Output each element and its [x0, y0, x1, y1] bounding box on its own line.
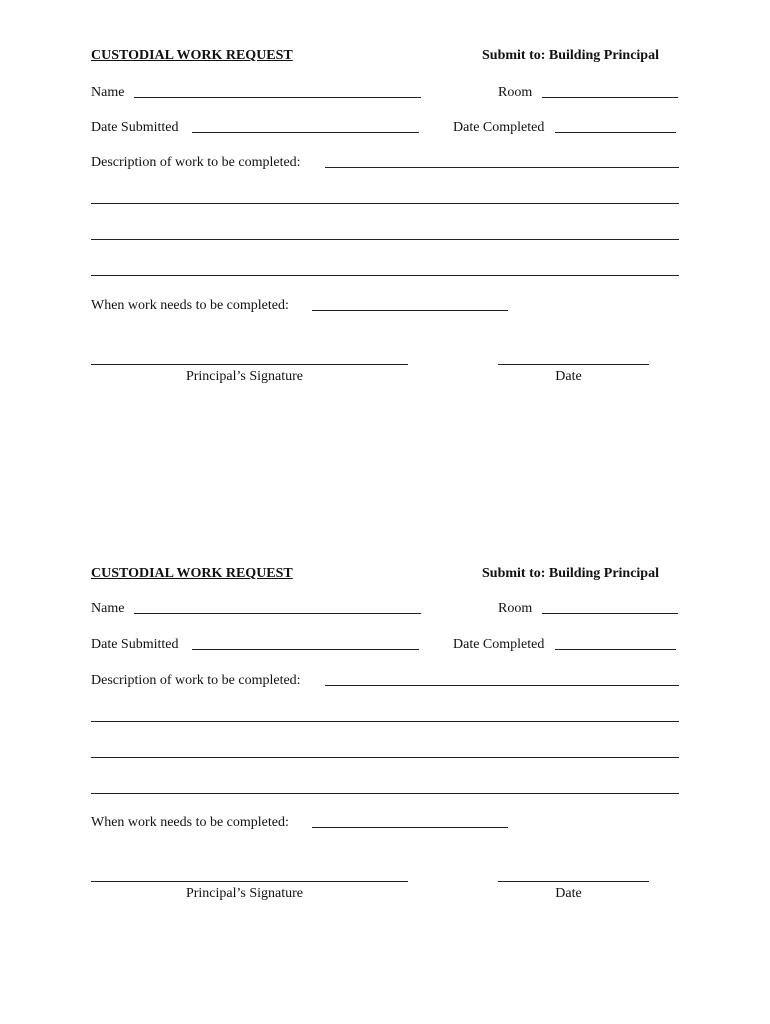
- description-line[interactable]: [91, 203, 679, 204]
- room-label: Room: [498, 85, 533, 100]
- signature-line[interactable]: [91, 364, 408, 365]
- form-title: CUSTODIAL WORK REQUEST: [91, 48, 293, 63]
- name-field-line[interactable]: [134, 97, 421, 98]
- room-label: Room: [498, 601, 533, 616]
- description-label: Description of work to be completed:: [91, 155, 301, 170]
- signature-line[interactable]: [91, 881, 408, 882]
- name-label: Name: [91, 85, 125, 100]
- when-field-line[interactable]: [312, 310, 508, 311]
- description-field-line[interactable]: [325, 685, 679, 686]
- when-label: When work needs to be completed:: [91, 815, 289, 830]
- name-field-line[interactable]: [134, 613, 421, 614]
- description-field-line[interactable]: [325, 167, 679, 168]
- when-label: When work needs to be completed:: [91, 298, 289, 313]
- description-line[interactable]: [91, 275, 679, 276]
- room-field-line[interactable]: [542, 613, 678, 614]
- description-line[interactable]: [91, 793, 679, 794]
- description-line[interactable]: [91, 757, 679, 758]
- description-line[interactable]: [91, 239, 679, 240]
- signature-date-label: Date: [555, 886, 582, 901]
- submit-to-text: Submit to: Building Principal: [482, 48, 659, 63]
- date-completed-field-line[interactable]: [555, 649, 676, 650]
- submit-to-text: Submit to: Building Principal: [482, 566, 659, 581]
- name-label: Name: [91, 601, 125, 616]
- form-title: CUSTODIAL WORK REQUEST: [91, 566, 293, 581]
- signature-label: Principal’s Signature: [185, 369, 304, 384]
- date-submitted-field-line[interactable]: [192, 649, 419, 650]
- description-line[interactable]: [91, 721, 679, 722]
- description-label: Description of work to be completed:: [91, 673, 301, 688]
- room-field-line[interactable]: [542, 97, 678, 98]
- signature-date-line[interactable]: [498, 881, 649, 882]
- when-field-line[interactable]: [312, 827, 508, 828]
- date-submitted-label: Date Submitted: [91, 120, 179, 135]
- signature-date-label: Date: [555, 369, 582, 384]
- date-completed-label: Date Completed: [453, 637, 545, 652]
- date-submitted-field-line[interactable]: [192, 132, 419, 133]
- signature-date-line[interactable]: [498, 364, 649, 365]
- date-completed-label: Date Completed: [453, 120, 545, 135]
- date-submitted-label: Date Submitted: [91, 637, 179, 652]
- signature-label: Principal’s Signature: [185, 886, 304, 901]
- date-completed-field-line[interactable]: [555, 132, 676, 133]
